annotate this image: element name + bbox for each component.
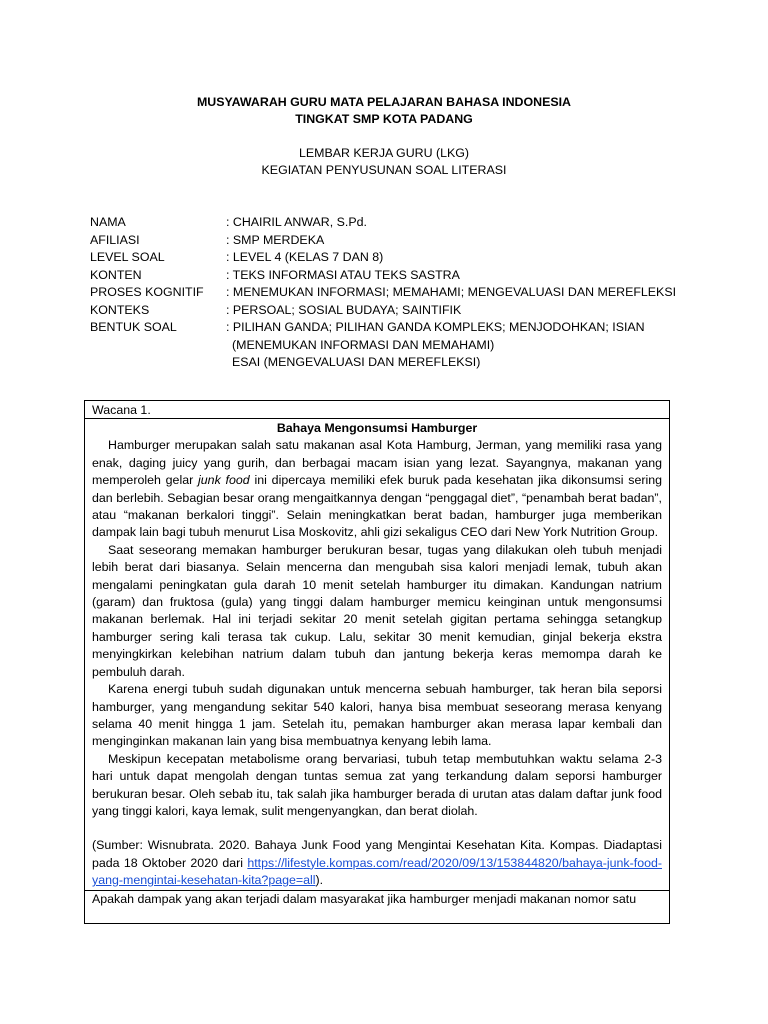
info-row xyxy=(90,232,690,250)
info-value: : MENEMUKAN INFORMASI; MEMAHAMI; MENGEVALUASI DAN MEREFLEKSI xyxy=(226,285,677,299)
passage-paragraph: Meskipun kecepatan metabolisme orang bervariasi, tubuh tetap membutuhkan waktu selama 2-3 hari untuk dapat mengolah dengan tuntas semua zat yang terkandung dalam seporsi hamburger berukuran besar. Oleh sebab itu, tak salah jika hamburger berada di urutan atas dalam daftar junk food yang tinggi kalori, kaya lemak, sulit mengenyangkan, dan berat diolah. xyxy=(92,751,662,818)
info-label: NAMA xyxy=(90,215,126,229)
passage-paragraph xyxy=(92,437,662,541)
info-row xyxy=(90,267,690,285)
source-text: ). xyxy=(315,873,324,888)
info-label: PROSES KOGNITIF xyxy=(90,285,204,299)
info-row xyxy=(90,249,690,267)
info-label: LEVEL SOAL xyxy=(90,250,165,264)
passage-title: Bahaya Mengonsumsi Hamburger xyxy=(276,421,478,435)
subheader-line-2: KEGIATAN PENYUSUNAN SOAL LITERASI xyxy=(261,163,507,177)
info-row xyxy=(90,214,690,232)
info-label: KONTEKS xyxy=(90,302,150,317)
header-line-2: TINGKAT SMP KOTA PADANG xyxy=(295,112,473,126)
info-value: : SMP MERDEKA xyxy=(226,232,325,247)
info-value: : TEKS INFORMASI ATAU TEKS SASTRA xyxy=(226,267,460,282)
info-label: KONTEN xyxy=(90,267,142,282)
passage-content xyxy=(85,419,669,891)
passage-paragraph: Saat seseorang memakan hamburger berukuran besar, tugas yang dilakukan oleh tubuh menjadi lebih berat dari biasanya. Selain mencerna dan mengubah sisa kalori menjadi lemak, tubuh akan mengalami peningkatan gula darah 10 menit setelah hamburger itu dimakan. Kandungan natrium (garam) dan fruktosa (gula) yang tinggi dalam hamburger memicu keinginan untuk mengonsumsi makanan berlemak. Hal ini terjadi sekitar 20 menit setelah gigitan pertama sehingga setangkup hamburger sering kali terasa tak cukup. Lalu, sekitar 30 menit kemudian, ginjal bekerja ekstra menyingkirkan kelebihan natrium dalam tubuh dan jantung bekerja keras memompa darah ke pembuluh darah. xyxy=(92,542,662,679)
passage-paragraph: Karena energi tubuh sudah digunakan untuk mencerna sebuah hamburger, tak heran bila seporsi hamburger, yang mengandung sekitar 540 kalori, hanya bisa membuat seseorang merasa kenyang selama 40 menit hingga 1 jam. Setelah itu, pemakan hamburger akan merasa lapar kembali dan menginginkan makanan lain yang bisa membuatnya kenyang lebih lama. xyxy=(92,682,662,749)
info-value: : CHAIRIL ANWAR, S.Pd. xyxy=(226,215,367,229)
info-label: AFILIASI xyxy=(90,232,140,247)
info-label: BENTUK SOAL xyxy=(90,320,177,334)
passage-label: Wacana 1. xyxy=(85,401,669,419)
info-row xyxy=(90,302,690,320)
subheader-line-1: LEMBAR KERJA GURU (LKG) xyxy=(298,146,470,160)
source-text: (Sumber: Wisnubrata. 2020. Bahaya Junk Food yang Mengintai Kesehatan Kita. Kompas. Diadaptasi pada 18 Oktober 2020 dari xyxy=(92,838,662,870)
info-row xyxy=(90,319,690,337)
info-value: : PILIHAN GANDA; PILIHAN GANDA KOMPLEKS; MENJODOHKAN; ISIAN xyxy=(226,320,645,334)
header-line-1: MUSYAWARAH GURU MATA PELAJARAN BAHASA INDONESIA xyxy=(196,95,572,109)
source-link[interactable]: https://lifestyle.kompas.com/read/2020/09/13/153844820/bahaya-junk-food-yang-mengintai-kesehatan-kita?page=all xyxy=(92,855,662,888)
info-continuation: (MENEMUKAN INFORMASI DAN MEMAHAMI) xyxy=(232,337,495,352)
passage-source xyxy=(92,837,662,889)
info-continuation: ESAI (MENGEVALUASI DAN MEREFLEKSI) xyxy=(232,355,481,369)
info-value: : PERSOAL; SOSIAL BUDAYA; SAINTIFIK xyxy=(226,302,462,317)
document-header xyxy=(0,94,768,128)
info-value: : LEVEL 4 (KELAS 7 DAN 8) xyxy=(226,250,384,264)
paragraph-text: ini dipercaya memiliki efek buruk pada kesehatan jika dikonsumsi sering dan berlebih. Sebagian besar orang mengaitkannya dengan “penggagal diet”, “penambah berat badan”, atau “makanan berkalori tinggi”. Selain meningkatkan berat badan, hamburger juga memberikan dampak lain bagi tubuh menurut Lisa Moskovitz, ahli gizi sekaligus CEO dari New York Nutrition Group. xyxy=(92,473,663,540)
document-subheader xyxy=(0,145,768,179)
question-text: Apakah dampak yang akan terjadi dalam masyarakat jika hamburger menjadi makanan nomor satu xyxy=(92,891,637,906)
paragraph-text: Hamburger merupakan salah satu makanan asal Kota Hamburg, Jerman, yang memiliki rasa yang enak, daging juicy yang gurih, dan berbagai macam isian yang lezat. Sayangnya, makanan yang memperoleh gelar xyxy=(92,438,662,488)
italic-term: junk food xyxy=(198,473,250,488)
reading-passage-box xyxy=(84,400,670,924)
info-row xyxy=(90,284,690,302)
info-table xyxy=(90,214,690,372)
